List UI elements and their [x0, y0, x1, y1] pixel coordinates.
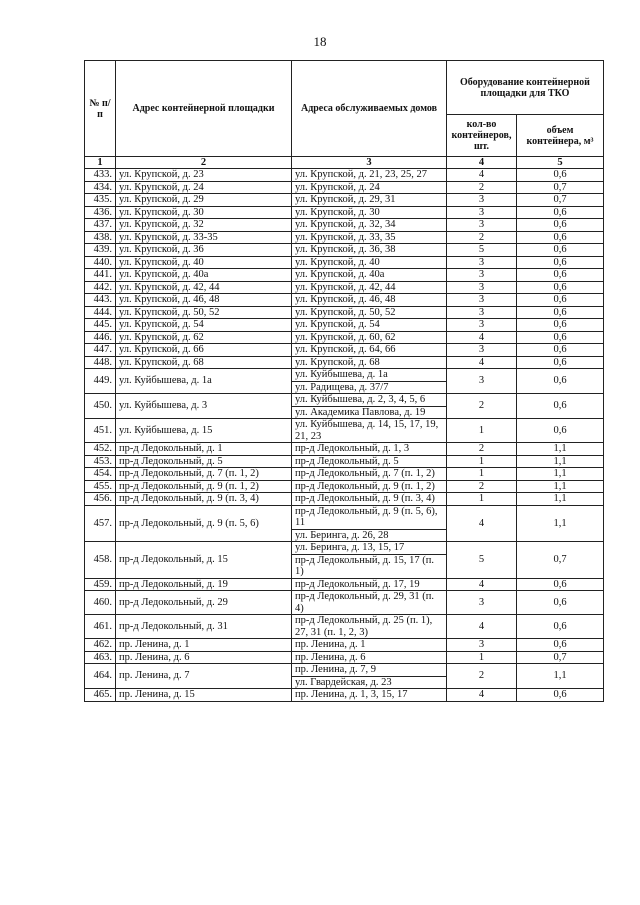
platform-address: пр. Ленина, д. 7 [116, 664, 292, 689]
house-address: ул. Крупской, д. 46, 48 [295, 294, 396, 305]
house-address: пр-д Ледокольный, д. 9 (п. 5, 6), 11 [295, 505, 438, 528]
table-row [85, 689, 604, 702]
house-address: ул. Гвардейская, д. 23 [292, 676, 446, 689]
container-volume: 0,6 [517, 615, 604, 639]
container-count: 4 [447, 578, 517, 591]
registry-table [84, 60, 604, 702]
table-row [85, 281, 604, 294]
container-volume: 0,6 [517, 369, 604, 394]
row-number: 437. [85, 219, 116, 232]
container-volume: 0,6 [517, 219, 604, 232]
platform-address: пр-д Ледокольный, д. 9 (п. 5, 6) [116, 505, 292, 542]
house-address: ул. Крупской, д. 42, 44 [295, 281, 396, 293]
row-number: 456. [85, 493, 116, 506]
served-houses [292, 319, 447, 332]
served-houses [292, 542, 447, 579]
platform-address: пр-д Ледокольный, д. 31 [116, 615, 292, 639]
platform-address: ул. Крупской, д. 54 [116, 319, 292, 332]
container-count: 2 [447, 664, 517, 689]
container-count: 3 [447, 369, 517, 394]
row-number: 447. [85, 344, 116, 357]
container-count: 2 [447, 443, 517, 456]
table-row [85, 639, 604, 652]
container-volume: 0,6 [517, 419, 604, 443]
container-count: 2 [447, 394, 517, 419]
platform-address: ул. Крупской, д. 32 [116, 219, 292, 232]
row-number: 464. [85, 664, 116, 689]
served-houses [292, 194, 447, 207]
platform-address: ул. Крупской, д. 46, 48 [116, 294, 292, 307]
platform-address: ул. Куйбышева, д. 15 [116, 419, 292, 443]
container-volume: 0,7 [517, 542, 604, 579]
platform-address: ул. Крупской, д. 24 [116, 181, 292, 194]
container-count: 5 [447, 244, 517, 257]
house-address: ул. Академика Павлова, д. 19 [292, 406, 446, 419]
table-row [85, 578, 604, 591]
row-number: 454. [85, 468, 116, 481]
platform-address: пр-д Ледокольный, д. 19 [116, 578, 292, 591]
house-address: ул. Крупской, д. 21, 23, 25, 27 [295, 169, 427, 180]
table-body [85, 169, 604, 702]
house-address: пр. Ленина, д. 1, 3, 15, 17 [295, 689, 408, 700]
served-houses [292, 231, 447, 244]
column-number: 3 [292, 157, 447, 169]
table-row [85, 480, 604, 493]
platform-address: пр-д Ледокольный, д. 29 [116, 591, 292, 615]
container-volume: 0,6 [517, 269, 604, 282]
row-number: 440. [85, 256, 116, 269]
table-row [85, 256, 604, 269]
house-address: пр-д Ледокольный, д. 29, 31 (п. 4) [295, 591, 434, 614]
platform-address: ул. Крупской, д. 66 [116, 344, 292, 357]
platform-address: ул. Крупской, д. 29 [116, 194, 292, 207]
table-row [85, 542, 604, 579]
house-address: пр-д Ледокольный, д. 7 (п. 1, 2) [295, 468, 435, 479]
served-houses [292, 369, 447, 394]
row-number: 446. [85, 331, 116, 344]
container-count: 3 [447, 319, 517, 332]
container-volume: 0,7 [517, 181, 604, 194]
house-address: пр. Ленина, д. 1 [295, 639, 366, 650]
platform-address: пр-д Ледокольный, д. 5 [116, 455, 292, 468]
house-address: ул. Крупской, д. 54 [295, 319, 380, 330]
container-volume: 0,6 [517, 256, 604, 269]
container-count: 2 [447, 181, 517, 194]
container-volume: 0,6 [517, 591, 604, 615]
platform-address: ул. Крупской, д. 33-35 [116, 231, 292, 244]
row-number: 444. [85, 306, 116, 319]
container-count: 3 [447, 294, 517, 307]
container-volume: 0,6 [517, 394, 604, 419]
container-volume: 0,6 [517, 578, 604, 591]
platform-address: пр. Ленина, д. 6 [116, 651, 292, 664]
served-houses [292, 281, 447, 294]
container-volume: 1,1 [517, 505, 604, 542]
header-equipment: Оборудование контейнерной площадки для ТКО [447, 61, 604, 115]
table-row [85, 505, 604, 542]
house-address: пр-д Ледокольный, д. 5 [295, 455, 399, 467]
header-volume: объем контейнера, м³ [517, 115, 604, 157]
row-number: 449. [85, 369, 116, 394]
row-number: 448. [85, 356, 116, 369]
container-volume: 1,1 [517, 443, 604, 456]
container-count: 4 [447, 356, 517, 369]
row-number: 442. [85, 281, 116, 294]
served-houses [292, 480, 447, 493]
served-houses [292, 181, 447, 194]
table-header [85, 61, 604, 169]
platform-address: ул. Крупской, д. 68 [116, 356, 292, 369]
container-volume: 0,6 [517, 331, 604, 344]
platform-address: ул. Крупской, д. 62 [116, 331, 292, 344]
column-number: 2 [116, 157, 292, 169]
row-number: 436. [85, 206, 116, 219]
served-houses [292, 455, 447, 468]
container-volume: 0,6 [517, 356, 604, 369]
container-count: 4 [447, 331, 517, 344]
container-volume: 0,6 [517, 206, 604, 219]
container-count: 3 [447, 194, 517, 207]
served-houses [292, 615, 447, 639]
served-houses [292, 306, 447, 319]
container-volume: 1,1 [517, 455, 604, 468]
platform-address: ул. Куйбышева, д. 1а [116, 369, 292, 394]
column-numbers-row [85, 157, 604, 169]
container-count: 1 [447, 493, 517, 506]
house-address: ул. Крупской, д. 24 [295, 181, 380, 193]
served-houses [292, 169, 447, 182]
container-count: 3 [447, 219, 517, 232]
row-number: 438. [85, 231, 116, 244]
container-count: 3 [447, 206, 517, 219]
row-number: 452. [85, 443, 116, 456]
platform-address: пр-д Ледокольный, д. 9 (п. 3, 4) [116, 493, 292, 506]
served-houses [292, 468, 447, 481]
table-row [85, 206, 604, 219]
container-count: 3 [447, 344, 517, 357]
table-row [85, 419, 604, 443]
platform-address: ул. Крупской, д. 36 [116, 244, 292, 257]
container-count: 1 [447, 651, 517, 664]
header-houses: Адреса обслуживаемых домов [292, 61, 447, 157]
house-address: ул. Беринга, д. 13, 15, 17 [295, 542, 405, 553]
row-number: 445. [85, 319, 116, 332]
row-number: 463. [85, 651, 116, 664]
served-houses [292, 219, 447, 232]
platform-address: пр. Ленина, д. 15 [116, 689, 292, 702]
container-volume: 0,6 [517, 169, 604, 182]
house-address: ул. Крупской, д. 60, 62 [295, 331, 396, 343]
table-row [85, 591, 604, 615]
house-address: пр-д Ледокольный, д. 9 (п. 1, 2) [295, 480, 435, 492]
container-count: 1 [447, 468, 517, 481]
platform-address: пр-д Ледокольный, д. 7 (п. 1, 2) [116, 468, 292, 481]
container-volume: 1,1 [517, 664, 604, 689]
platform-address: ул. Крупской, д. 42, 44 [116, 281, 292, 294]
container-count: 2 [447, 231, 517, 244]
row-number: 433. [85, 169, 116, 182]
header-platform-address: Адрес контейнерной площадки [116, 61, 292, 157]
row-number: 458. [85, 542, 116, 579]
table-row [85, 269, 604, 282]
container-volume: 0,6 [517, 344, 604, 357]
container-volume: 0,6 [517, 306, 604, 319]
page-number: 18 [313, 34, 327, 49]
container-volume: 0,6 [517, 294, 604, 307]
container-count: 1 [447, 419, 517, 443]
container-volume: 1,1 [517, 480, 604, 493]
container-count: 4 [447, 169, 517, 182]
house-address: ул. Крупской, д. 40 [295, 256, 380, 268]
container-count: 3 [447, 306, 517, 319]
container-count: 3 [447, 639, 517, 652]
table-row [85, 344, 604, 357]
table-row [85, 319, 604, 332]
table-row [85, 231, 604, 244]
house-address: пр-д Ледокольный, д. 17, 19 [295, 578, 420, 590]
house-address: ул. Куйбышева, д. 1а [295, 369, 388, 380]
container-volume: 1,1 [517, 468, 604, 481]
table-row [85, 493, 604, 506]
row-number: 465. [85, 689, 116, 702]
served-houses [292, 269, 447, 282]
header-num: № п/п [85, 61, 116, 157]
platform-address: ул. Крупской, д. 50, 52 [116, 306, 292, 319]
row-number: 441. [85, 269, 116, 282]
container-volume: 0,6 [517, 281, 604, 294]
container-volume: 0,6 [517, 231, 604, 244]
served-houses [292, 206, 447, 219]
served-houses [292, 689, 447, 702]
header-count: кол-во контейнеров, шт. [447, 115, 517, 157]
house-address: ул. Крупской, д. 29, 31 [295, 194, 396, 205]
table-row [85, 394, 604, 419]
container-volume: 0,6 [517, 319, 604, 332]
served-houses [292, 356, 447, 369]
table-row [85, 194, 604, 207]
served-houses [292, 651, 447, 664]
table-row [85, 169, 604, 182]
column-number: 5 [517, 157, 604, 169]
container-count: 4 [447, 505, 517, 542]
platform-address: ул. Крупской, д. 40а [116, 269, 292, 282]
row-number: 459. [85, 578, 116, 591]
row-number: 461. [85, 615, 116, 639]
table-row [85, 664, 604, 689]
house-address: ул. Крупской, д. 64, 66 [295, 344, 396, 355]
served-houses [292, 578, 447, 591]
platform-address: ул. Крупской, д. 30 [116, 206, 292, 219]
house-address: пр-д Ледокольный, д. 9 (п. 3, 4) [295, 493, 435, 504]
house-address: ул. Крупской, д. 30 [295, 206, 380, 218]
house-address: ул. Крупской, д. 33, 35 [295, 231, 396, 243]
table-row [85, 455, 604, 468]
container-count: 3 [447, 281, 517, 294]
platform-address: ул. Крупской, д. 23 [116, 169, 292, 182]
row-number: 462. [85, 639, 116, 652]
container-count: 4 [447, 615, 517, 639]
served-houses [292, 591, 447, 615]
platform-address: пр-д Ледокольный, д. 9 (п. 1, 2) [116, 480, 292, 493]
column-number: 4 [447, 157, 517, 169]
container-volume: 0,6 [517, 689, 604, 702]
served-houses [292, 294, 447, 307]
platform-address: ул. Куйбышева, д. 3 [116, 394, 292, 419]
house-address: ул. Радищева, д. 37/7 [292, 381, 446, 394]
platform-address: пр. Ленина, д. 1 [116, 639, 292, 652]
house-address: пр. Ленина, д. 7, 9 [295, 664, 376, 675]
table-row [85, 468, 604, 481]
table-row [85, 615, 604, 639]
house-address: пр-д Ледокольный, д. 15, 17 (п. 1) [292, 554, 446, 578]
platform-address: ул. Крупской, д. 40 [116, 256, 292, 269]
house-address: пр-д Ледокольный, д. 1, 3 [295, 443, 410, 454]
platform-address: пр-д Ледокольный, д. 15 [116, 542, 292, 579]
table-row [85, 651, 604, 664]
house-address: ул. Беринга, д. 26, 28 [292, 529, 446, 542]
house-address: пр-д Ледокольный, д. 25 (п. 1), 27, 31 (п. 1, 2, 3) [295, 615, 433, 638]
served-houses [292, 331, 447, 344]
table-row [85, 181, 604, 194]
table-row [85, 443, 604, 456]
table-row [85, 356, 604, 369]
served-houses [292, 505, 447, 542]
container-count: 5 [447, 542, 517, 579]
row-number: 439. [85, 244, 116, 257]
row-number: 457. [85, 505, 116, 542]
row-number: 460. [85, 591, 116, 615]
served-houses [292, 394, 447, 419]
container-count: 2 [447, 480, 517, 493]
row-number: 435. [85, 194, 116, 207]
row-number: 453. [85, 455, 116, 468]
table-row [85, 294, 604, 307]
container-volume: 0,6 [517, 244, 604, 257]
house-address: ул. Крупской, д. 50, 52 [295, 306, 396, 318]
house-address: ул. Куйбышева, д. 2, 3, 4, 5, 6 [295, 394, 426, 405]
column-number: 1 [85, 157, 116, 169]
house-address: ул. Куйбышева, д. 14, 15, 17, 19, 21, 23 [295, 419, 439, 442]
served-houses [292, 664, 447, 689]
table-row [85, 369, 604, 394]
table-row [85, 244, 604, 257]
served-houses [292, 493, 447, 506]
served-houses [292, 443, 447, 456]
house-address: ул. Крупской, д. 68 [295, 356, 380, 368]
house-address: ул. Крупской, д. 32, 34 [295, 219, 396, 230]
container-volume: 0,7 [517, 194, 604, 207]
container-count: 4 [447, 689, 517, 702]
served-houses [292, 344, 447, 357]
house-address: пр. Ленина, д. 6 [295, 651, 366, 663]
container-count: 3 [447, 256, 517, 269]
platform-address: пр-д Ледокольный, д. 1 [116, 443, 292, 456]
served-houses [292, 256, 447, 269]
container-count: 3 [447, 591, 517, 615]
row-number: 450. [85, 394, 116, 419]
served-houses [292, 419, 447, 443]
container-volume: 0,7 [517, 651, 604, 664]
container-count: 3 [447, 269, 517, 282]
container-volume: 1,1 [517, 493, 604, 506]
house-address: ул. Крупской, д. 36, 38 [295, 244, 396, 255]
row-number: 451. [85, 419, 116, 443]
row-number: 455. [85, 480, 116, 493]
table-row [85, 219, 604, 232]
row-number: 443. [85, 294, 116, 307]
served-houses [292, 639, 447, 652]
table-row [85, 306, 604, 319]
container-volume: 0,6 [517, 639, 604, 652]
row-number: 434. [85, 181, 116, 194]
container-count: 1 [447, 455, 517, 468]
served-houses [292, 244, 447, 257]
table-row [85, 331, 604, 344]
house-address: ул. Крупской, д. 40а [295, 269, 385, 280]
